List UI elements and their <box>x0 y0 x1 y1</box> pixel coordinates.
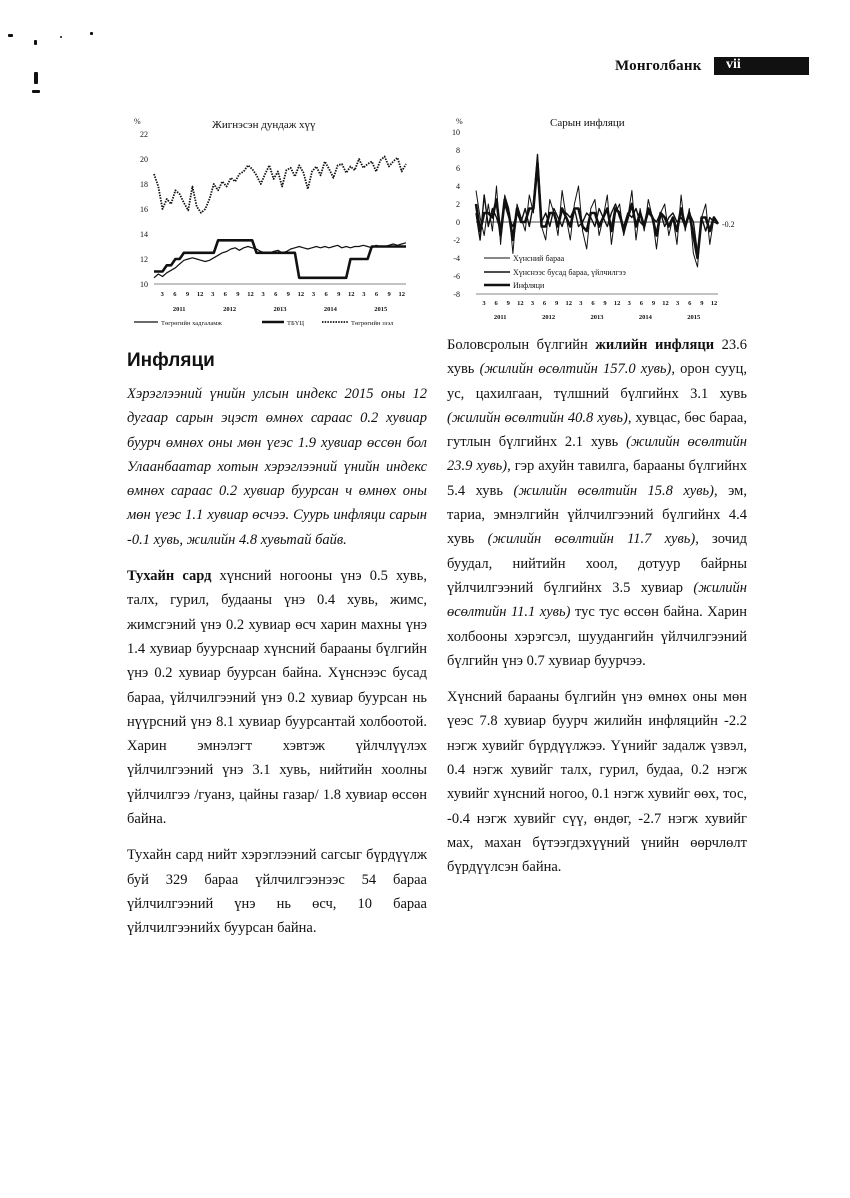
x-tick-label: 9 <box>387 291 391 298</box>
x-tick-label: 6 <box>274 291 278 298</box>
x-tick-label: 3 <box>482 300 486 307</box>
italic-note: (жилийн өсөлтийн 23.9 хувь) <box>447 434 747 475</box>
x-tick-label: 3 <box>261 291 265 298</box>
y-tick-label: 20 <box>140 155 148 164</box>
x-year-label: 2013 <box>273 306 287 313</box>
intro-paragraph: Хэрэглээний үнийн улсын индекс 2015 оны 12 дугаар сарын эцэст өмнөх сараас 0.2 хувиар буурч өмнөх оны мөн үеэс 1.9 хувиар өссөн бол Улаанбаатар хотын хэрэглээний үнийн индекс өмнөх сараас 0.2 хувиар буурсан ч өмнөх оны мөн үеэс 1.1 хувиар өсчээ. Суурь инфляци сарын -0.1 хувь, жилийн 4.8 хувьтай байв. <box>127 386 427 548</box>
x-tick-label: 6 <box>688 300 692 307</box>
bold-term: жилийн инфляци <box>595 337 715 353</box>
y-tick-label: 14 <box>140 230 148 239</box>
y-tick-label: -4 <box>453 254 460 263</box>
y-tick-label: -2 <box>453 236 460 245</box>
x-tick-label: 12 <box>710 300 718 307</box>
x-year-label: 2015 <box>687 314 701 321</box>
text-run: тус тус өссөн байна. Харин холбооны хэрэгсэл, шуудангийн үйлчилгээний бүлгийн үнэ 0.7 хувиар буурчээ. <box>447 604 747 669</box>
legend-label: ТБҮЦ <box>287 320 305 327</box>
y-tick-label: 10 <box>140 280 148 289</box>
y-tick-label: 12 <box>140 255 148 264</box>
x-tick-label: 12 <box>613 300 621 307</box>
legend-label: Төгрөгийн зээл <box>351 320 394 327</box>
x-tick-label: 6 <box>639 300 643 307</box>
x-year-label: 2011 <box>172 306 186 313</box>
text-run: , зочид буудал, нийтийн хоол, дотуур байрны үйлчилгээний бүлгийнх 3.5 хувиар <box>447 531 747 596</box>
legend-label: Инфляци <box>513 281 545 290</box>
x-tick-label: 3 <box>160 291 164 298</box>
text-run: , орон сууц, ус, цахилгаан, түлшний бүлгийнх 3.1 хувь <box>447 361 747 402</box>
x-tick-label: 12 <box>398 291 405 298</box>
x-tick-label: 3 <box>579 300 583 307</box>
paragraph-basket: Тухайн сард нийт хэрэглээний сагсыг бүрдүүлж буй 329 бараа үйлчилгээнээс 54 бараа үйлчилгээний үнэ нь өсч, 10 бараа үйлчилгээнийх буурсан байна. <box>127 847 427 937</box>
header-title: Монголбанк <box>615 58 702 74</box>
chart-title: Жигнэсэн дундаж хүү <box>212 119 316 131</box>
text-run: , хувцас, бөс бараа, гутлын бүлгийнх 2.1 хувь <box>447 409 747 451</box>
bold-lead: Тухайн сард <box>127 568 212 585</box>
x-tick-label: 6 <box>542 300 547 307</box>
x-tick-label: 9 <box>236 291 240 298</box>
x-tick-label: 3 <box>627 300 631 307</box>
x-tick-label: 6 <box>173 291 177 298</box>
x-year-label: 2014 <box>638 314 652 321</box>
right-column <box>447 333 747 892</box>
legend-label: Хүнснээс бусад бараа, үйлчилгээ <box>513 268 626 277</box>
chart-monthly-inflation <box>440 112 770 327</box>
x-tick-label: 9 <box>286 291 290 298</box>
text-run: , гэр ахуйн тавилга, барааны бүлгийнх 5.4 хувь <box>447 458 748 499</box>
x-tick-label: 9 <box>555 300 559 307</box>
x-tick-label: 12 <box>517 300 524 307</box>
italic-note: (жилийн өсөлтийн 157.0 хувь) <box>479 361 672 378</box>
x-tick-label: 12 <box>297 291 305 298</box>
y-tick-label: 6 <box>456 164 460 173</box>
x-year-label: 2015 <box>374 306 388 313</box>
y-tick-label: -8 <box>453 290 460 299</box>
legend-label: Хүнсний бараа <box>513 254 565 263</box>
x-tick-label: 12 <box>565 300 572 307</box>
y-tick-label: 22 <box>140 130 148 139</box>
italic-note: (жилийн өсөлтийн 40.8 хувь) <box>447 409 628 426</box>
italic-note: (жилийн өсөлтийн 11.7 хувь) <box>487 531 696 548</box>
series-line-1 <box>154 240 406 277</box>
left-column <box>127 382 427 953</box>
x-tick-label: 6 <box>374 291 379 298</box>
x-tick-label: 9 <box>651 300 656 307</box>
y-axis-unit: % <box>134 117 141 126</box>
end-value-annotation: -0.2 <box>722 219 735 229</box>
x-tick-label: 6 <box>324 291 328 298</box>
text-run: Боловсролын бүлгийн <box>447 337 596 353</box>
y-tick-label: 16 <box>140 205 148 214</box>
series-line-2 <box>154 157 406 213</box>
x-tick-label: 3 <box>311 291 316 298</box>
x-tick-label: 6 <box>494 300 498 307</box>
chart-title: Сарын инфляци <box>550 117 625 129</box>
text-run: 23.6 хувь <box>447 337 747 378</box>
x-tick-label: 3 <box>530 300 535 307</box>
x-tick-label: 12 <box>247 291 254 298</box>
x-year-label: 2012 <box>542 314 556 321</box>
text-run: , эм, тариа, эмнэлгийн үйлчилгээний бүлгийнх 4.4 хувь <box>447 482 747 548</box>
x-tick-label: 12 <box>662 300 669 307</box>
y-tick-label: 0 <box>456 218 460 227</box>
x-tick-label: 12 <box>196 291 204 298</box>
paragraph-month-details <box>127 564 427 831</box>
x-tick-label: 9 <box>185 291 190 298</box>
scan-artifacts <box>8 28 98 98</box>
x-tick-label: 9 <box>506 300 510 307</box>
page-number-badge <box>714 57 809 75</box>
x-tick-label: 9 <box>700 300 704 307</box>
paragraph-food-group: Хүнсний барааны бүлгийн үнэ өмнөх оны мөн үеэс 7.8 хувиар буурч жилийн инфляцийн -2.2 нэгж хувийг бүрдүүлжээ. Үүнийг задалж үзвэл, 0.4 нэгж хувийг талх, гурил, будаа, 0.2 нэгж хувийг хүнсний ногоо, 0.1 нэгж хувийг өөх, тос, -0.4 нэгж хувийг сүү, өндөг, -2.7 нэгж хувийг мах, махан бүтээгдэхүүний үнийн өөрчлөлт бүрдүүлсэн байна. <box>447 689 747 876</box>
y-tick-label: 10 <box>452 128 460 137</box>
y-tick-label: 8 <box>456 146 460 155</box>
paragraph-annual-inflation <box>447 333 747 673</box>
italic-note: (жилийн өсөлтийн 15.8 хувь) <box>513 482 714 499</box>
y-tick-label: -6 <box>453 272 460 281</box>
x-year-label: 2014 <box>323 306 337 313</box>
series-line-0 <box>154 243 406 278</box>
x-tick-label: 6 <box>591 300 595 307</box>
x-tick-label: 6 <box>223 291 227 298</box>
section-heading: Инфляци <box>127 350 215 371</box>
x-tick-label: 3 <box>211 291 215 298</box>
page-number: vii <box>726 57 741 72</box>
paragraph-text: хүнсний ногооны үнэ 0.5 хувь, талх, гурил, будааны үнэ 0.4 хувь, жимс, жимсгэний үнэ 0.2 хувиар өсч харин махны үнэ 1.4 хувиар буурснаар хүнсний барааны бүлгийн үнэ 0.2 хувиар буурсан байна. Хүнснээс бусад бараа, үйлчилгээний үнэ 0.2 хувиар буурсан нь нүүрсний үнэ 8.1 хувиар буурсантай холбоотой. Харин эмнэлэгт хэвтэж үйлчлүүлэх үйлчилгээний үнэ 3.1 хувь, нийтийн хоолны үйлчилгээ /гуанз, цайны газар/ 1.8 хувиар өссөн байна. <box>127 568 427 828</box>
x-tick-label: 9 <box>603 300 607 307</box>
y-axis-unit: % <box>456 117 463 126</box>
x-year-label: 2012 <box>223 306 237 313</box>
x-year-label: 2011 <box>493 314 507 321</box>
x-year-label: 2013 <box>590 314 604 321</box>
legend-label: Төгрөгийн хадгаламж <box>161 320 222 327</box>
x-tick-label: 3 <box>676 300 680 307</box>
y-tick-label: 2 <box>456 200 460 209</box>
chart-weighted-average-rate-svg <box>120 112 420 337</box>
y-tick-label: 18 <box>140 180 148 189</box>
y-tick-label: 4 <box>456 182 460 191</box>
x-tick-label: 3 <box>362 291 366 298</box>
chart-monthly-inflation-svg <box>440 112 770 327</box>
x-tick-label: 12 <box>348 291 355 298</box>
chart-weighted-average-rate <box>120 112 420 337</box>
x-tick-label: 9 <box>337 291 341 298</box>
italic-note: (жилийн өсөлтийн 11.1 хувь) <box>447 579 747 621</box>
